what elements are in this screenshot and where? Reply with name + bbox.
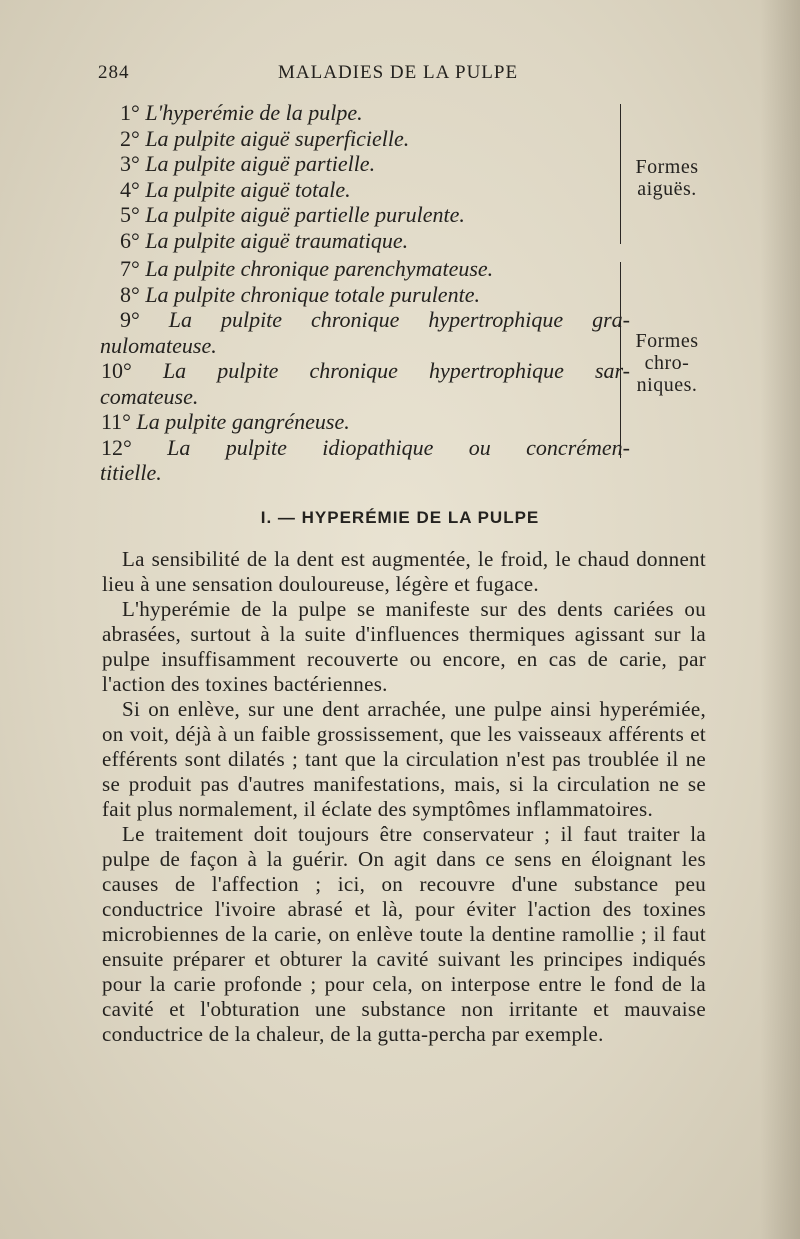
section-title: I. — HYPERÉMIE DE LA PULPE [260,508,540,527]
acute-forms-label: Formes aiguës. [635,156,699,200]
chronic-forms-list [100,256,630,486]
list-item: 3° La pulpite aiguë partielle. [120,151,376,176]
paragraph: Si on enlève, sur une dent arrachée, une pulpe ainsi hyperémiée, on voit, déjà à un faible grossissement, que les vaisseaux afférents et efférents sont dilatés ; tant que la circulation n'est pas troublée il ne se produit pas d'autres manifestations, mais, si la circulation ne se fait plus normalement, il éclate des symptômes inflammatoires. [102,697,706,821]
list-item-continuation: nulomateuse. [100,332,217,358]
list-item: 12° La pulpite idiopathique ou concrémen- [101,434,630,460]
chronic-forms-label: Formes chro- niques. [635,330,699,396]
chronic-brace [606,262,621,458]
list-item-continuation: comateuse. [100,383,199,409]
body-text [102,547,706,1047]
paragraph: Le traitement doit toujours être conservateur ; il faut traiter la pulpe de façon à la guérir. On agit dans ce sens en éloignant les causes de l'affection ; ici, on recouvre d'une substance peu conductrice l'ivoire abrasé et là, pour éviter l'action des toxines microbiennes de la carie, on enlève toute la dentine ramollie ; il faut ensuite préparer et obturer la cavité suivant les principes indiqués pour la carie profonde ; pour cela, on interpose entre le fond de la cavité et l'obturation une substance non irritante et mauvaise conductrice de la chaleur, de la gutta-percha par exemple. [102,822,706,1046]
list-item: 10° La pulpite chronique hypertrophique sar- [101,358,630,383]
list-item: 7° La pulpite chronique parenchymateuse. [120,256,494,281]
acute-forms-list [100,100,630,253]
page-header [98,62,698,88]
list-item: 9° La pulpite chronique hypertrophique gra- [120,307,631,332]
page-number: 284 [98,62,130,83]
list-item: 2° La pulpite aiguë superficielle. [120,125,410,151]
list-item: 6° La pulpite aiguë traumatique. [120,227,409,253]
list-item-continuation: titielle. [100,460,162,485]
paragraph: La sensibilité de la dent est augmentée, le froid, le chaud donnent lieu à une sensation douloureuse, légère et fugace. [102,547,706,596]
list-item: 5° La pulpite aiguë partielle purulente. [120,202,465,227]
page-edge-shadow [760,0,800,1239]
running-title: MALADIES DE LA PULPE [278,62,519,83]
list-item: 1° L'hyperémie de la pulpe. [120,100,363,125]
list-item: 11° La pulpite gangréneuse. [101,409,350,434]
list-item: 4° La pulpite aiguë totale. [120,176,351,202]
paragraph: L'hyperémie de la pulpe se manifeste sur des dents cariées ou abrasées, surtout à la suite d'influences thermiques agissant sur la pulpe insuffisamment recouverte ou encore, en cas de carie, par l'action des toxines bactériennes. [102,597,706,696]
acute-brace [606,104,621,244]
list-item: 8° La pulpite chronique totale purulente. [120,281,480,307]
